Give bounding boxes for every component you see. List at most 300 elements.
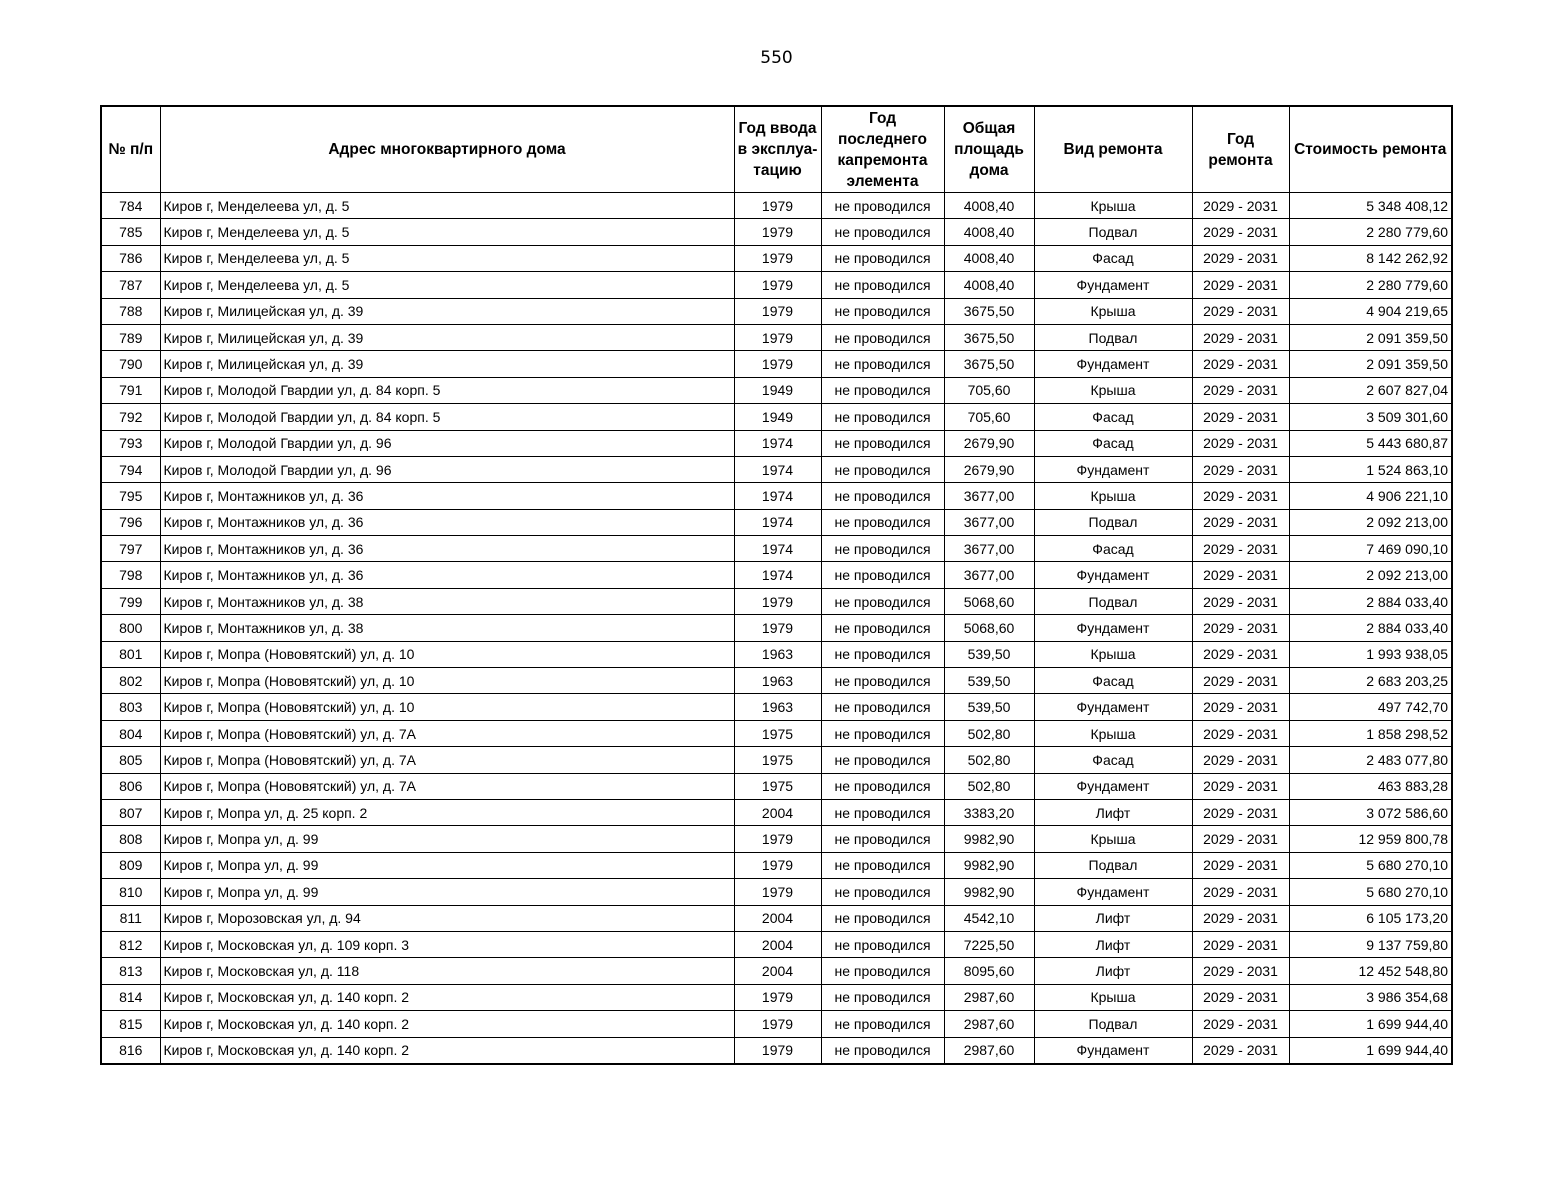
- header-repair-year: Год ремонта: [1192, 106, 1289, 193]
- cell-repair-type: Фундамент: [1034, 272, 1192, 298]
- cell-year-built: 1974: [734, 562, 821, 588]
- cell-num: 809: [101, 852, 160, 878]
- cell-repair-type: Подвал: [1034, 852, 1192, 878]
- cell-area: 5068,60: [944, 615, 1034, 641]
- cell-num: 796: [101, 509, 160, 535]
- table-row: [101, 219, 1452, 245]
- table-row: [101, 694, 1452, 720]
- cell-num: 793: [101, 430, 160, 456]
- cell-area: 4542,10: [944, 905, 1034, 931]
- cell-area: 705,60: [944, 404, 1034, 430]
- cell-last-repair: не проводился: [821, 193, 944, 219]
- cell-repair-year: 2029 - 2031: [1192, 905, 1289, 931]
- cell-address: Киров г, Монтажников ул, д. 36: [160, 483, 734, 509]
- cell-repair-type: Фасад: [1034, 404, 1192, 430]
- cell-num: 808: [101, 826, 160, 852]
- cell-last-repair: не проводился: [821, 694, 944, 720]
- cell-cost: 2 280 779,60: [1289, 272, 1452, 298]
- cell-cost: 2 280 779,60: [1289, 219, 1452, 245]
- cell-repair-year: 2029 - 2031: [1192, 588, 1289, 614]
- cell-cost: 2 683 203,25: [1289, 668, 1452, 694]
- cell-area: 539,50: [944, 668, 1034, 694]
- cell-address: Киров г, Мопра ул, д. 25 корп. 2: [160, 799, 734, 825]
- cell-repair-type: Фундамент: [1034, 879, 1192, 905]
- cell-num: 797: [101, 536, 160, 562]
- table-row: [101, 377, 1452, 403]
- cell-year-built: 1974: [734, 536, 821, 562]
- cell-year-built: 1975: [734, 773, 821, 799]
- cell-cost: 3 072 586,60: [1289, 799, 1452, 825]
- cell-repair-year: 2029 - 2031: [1192, 509, 1289, 535]
- cell-num: 813: [101, 958, 160, 984]
- header-last-repair: Год последнего капремонта элемента: [821, 106, 944, 193]
- cell-repair-type: Подвал: [1034, 588, 1192, 614]
- cell-cost: 12 959 800,78: [1289, 826, 1452, 852]
- cell-area: 3675,50: [944, 298, 1034, 324]
- cell-cost: 2 607 827,04: [1289, 377, 1452, 403]
- cell-address: Киров г, Молодой Гвардии ул, д. 96: [160, 430, 734, 456]
- cell-year-built: 1974: [734, 456, 821, 482]
- cell-area: 4008,40: [944, 219, 1034, 245]
- cell-area: 9982,90: [944, 826, 1034, 852]
- cell-last-repair: не проводился: [821, 958, 944, 984]
- cell-last-repair: не проводился: [821, 562, 944, 588]
- table-row: [101, 483, 1452, 509]
- cell-cost: 1 524 863,10: [1289, 456, 1452, 482]
- cell-year-built: 1974: [734, 430, 821, 456]
- cell-num: 786: [101, 245, 160, 271]
- header-address: Адрес многоквартирного дома: [160, 106, 734, 193]
- table-row: [101, 456, 1452, 482]
- cell-num: 815: [101, 1011, 160, 1037]
- cell-year-built: 1979: [734, 219, 821, 245]
- cell-repair-type: Фундамент: [1034, 456, 1192, 482]
- cell-repair-year: 2029 - 2031: [1192, 852, 1289, 878]
- cell-repair-type: Фасад: [1034, 245, 1192, 271]
- header-repair-type: Вид ремонта: [1034, 106, 1192, 193]
- cell-repair-type: Фундамент: [1034, 773, 1192, 799]
- cell-cost: 4 904 219,65: [1289, 298, 1452, 324]
- cell-last-repair: не проводился: [821, 668, 944, 694]
- table-row: [101, 615, 1452, 641]
- cell-num: 812: [101, 931, 160, 957]
- cell-cost: 8 142 262,92: [1289, 245, 1452, 271]
- cell-area: 9982,90: [944, 852, 1034, 878]
- table-row: [101, 905, 1452, 931]
- table-row: [101, 245, 1452, 271]
- cell-address: Киров г, Молодой Гвардии ул, д. 84 корп. 5: [160, 404, 734, 430]
- cell-year-built: 2004: [734, 799, 821, 825]
- cell-address: Киров г, Милицейская ул, д. 39: [160, 351, 734, 377]
- cell-repair-type: Лифт: [1034, 905, 1192, 931]
- cell-repair-year: 2029 - 2031: [1192, 351, 1289, 377]
- cell-address: Киров г, Монтажников ул, д. 38: [160, 615, 734, 641]
- cell-repair-year: 2029 - 2031: [1192, 298, 1289, 324]
- cell-year-built: 1979: [734, 1037, 821, 1064]
- repair-register-table: [100, 105, 1453, 1065]
- cell-last-repair: не проводился: [821, 351, 944, 377]
- cell-address: Киров г, Монтажников ул, д. 36: [160, 509, 734, 535]
- cell-repair-type: Подвал: [1034, 219, 1192, 245]
- cell-cost: 2 483 077,80: [1289, 747, 1452, 773]
- cell-cost: 2 092 213,00: [1289, 562, 1452, 588]
- cell-year-built: 1979: [734, 245, 821, 271]
- cell-num: 803: [101, 694, 160, 720]
- cell-num: 787: [101, 272, 160, 298]
- header-cost: Стоимость ремонта: [1289, 106, 1452, 193]
- cell-last-repair: не проводился: [821, 720, 944, 746]
- cell-year-built: 1963: [734, 668, 821, 694]
- table-row: [101, 826, 1452, 852]
- cell-address: Киров г, Морозовская ул, д. 94: [160, 905, 734, 931]
- cell-repair-year: 2029 - 2031: [1192, 324, 1289, 350]
- cell-repair-year: 2029 - 2031: [1192, 456, 1289, 482]
- cell-area: 3677,00: [944, 509, 1034, 535]
- cell-cost: 6 105 173,20: [1289, 905, 1452, 931]
- cell-year-built: 1975: [734, 747, 821, 773]
- cell-area: 8095,60: [944, 958, 1034, 984]
- cell-repair-year: 2029 - 2031: [1192, 1011, 1289, 1037]
- cell-cost: 2 884 033,40: [1289, 615, 1452, 641]
- cell-year-built: 1979: [734, 272, 821, 298]
- table-row: [101, 1011, 1452, 1037]
- cell-area: 3675,50: [944, 351, 1034, 377]
- table-row: [101, 1037, 1452, 1064]
- table-row: [101, 931, 1452, 957]
- cell-year-built: 2004: [734, 958, 821, 984]
- cell-area: 4008,40: [944, 245, 1034, 271]
- cell-area: 3677,00: [944, 536, 1034, 562]
- cell-repair-type: Подвал: [1034, 1011, 1192, 1037]
- cell-repair-year: 2029 - 2031: [1192, 694, 1289, 720]
- cell-area: 3383,20: [944, 799, 1034, 825]
- cell-num: 785: [101, 219, 160, 245]
- table-row: [101, 747, 1452, 773]
- cell-cost: 2 091 359,50: [1289, 324, 1452, 350]
- cell-cost: 4 906 221,10: [1289, 483, 1452, 509]
- cell-address: Киров г, Монтажников ул, д. 38: [160, 588, 734, 614]
- cell-last-repair: не проводился: [821, 588, 944, 614]
- cell-address: Киров г, Монтажников ул, д. 36: [160, 536, 734, 562]
- cell-repair-type: Крыша: [1034, 984, 1192, 1010]
- cell-area: 502,80: [944, 720, 1034, 746]
- cell-cost: 1 993 938,05: [1289, 641, 1452, 667]
- cell-year-built: 2004: [734, 931, 821, 957]
- table-row: [101, 430, 1452, 456]
- table-row: [101, 879, 1452, 905]
- cell-cost: 2 884 033,40: [1289, 588, 1452, 614]
- header-num: № п/п: [101, 106, 160, 193]
- cell-cost: 1 699 944,40: [1289, 1037, 1452, 1064]
- cell-repair-type: Подвал: [1034, 324, 1192, 350]
- table-row: [101, 351, 1452, 377]
- cell-last-repair: не проводился: [821, 615, 944, 641]
- cell-num: 790: [101, 351, 160, 377]
- cell-area: 2987,60: [944, 1011, 1034, 1037]
- cell-last-repair: не проводился: [821, 456, 944, 482]
- cell-area: 5068,60: [944, 588, 1034, 614]
- cell-num: 807: [101, 799, 160, 825]
- cell-last-repair: не проводился: [821, 483, 944, 509]
- cell-repair-year: 2029 - 2031: [1192, 879, 1289, 905]
- cell-repair-type: Фундамент: [1034, 694, 1192, 720]
- cell-repair-year: 2029 - 2031: [1192, 536, 1289, 562]
- cell-year-built: 1979: [734, 852, 821, 878]
- cell-repair-type: Крыша: [1034, 483, 1192, 509]
- cell-last-repair: не проводился: [821, 773, 944, 799]
- cell-address: Киров г, Менделеева ул, д. 5: [160, 245, 734, 271]
- page-number: 550: [760, 48, 793, 68]
- table-body: [101, 193, 1452, 1064]
- cell-address: Киров г, Мопра ул, д. 99: [160, 852, 734, 878]
- cell-repair-type: Крыша: [1034, 720, 1192, 746]
- cell-last-repair: не проводился: [821, 509, 944, 535]
- cell-last-repair: не проводился: [821, 747, 944, 773]
- cell-num: 816: [101, 1037, 160, 1064]
- header-area: Общая площадь дома: [944, 106, 1034, 193]
- cell-last-repair: не проводился: [821, 245, 944, 271]
- table-row: [101, 324, 1452, 350]
- cell-num: 789: [101, 324, 160, 350]
- cell-last-repair: не проводился: [821, 1037, 944, 1064]
- cell-last-repair: не проводился: [821, 879, 944, 905]
- table-row: [101, 193, 1452, 219]
- header-row: [101, 106, 1452, 193]
- cell-repair-year: 2029 - 2031: [1192, 931, 1289, 957]
- table-row: [101, 984, 1452, 1010]
- cell-address: Киров г, Мопра ул, д. 99: [160, 879, 734, 905]
- table-row: [101, 720, 1452, 746]
- cell-repair-type: Фасад: [1034, 668, 1192, 694]
- cell-cost: 5 348 408,12: [1289, 193, 1452, 219]
- cell-cost: 463 883,28: [1289, 773, 1452, 799]
- cell-repair-year: 2029 - 2031: [1192, 958, 1289, 984]
- cell-year-built: 1949: [734, 377, 821, 403]
- cell-repair-year: 2029 - 2031: [1192, 377, 1289, 403]
- cell-repair-type: Крыша: [1034, 193, 1192, 219]
- cell-last-repair: не проводился: [821, 430, 944, 456]
- cell-year-built: 1974: [734, 483, 821, 509]
- cell-repair-year: 2029 - 2031: [1192, 773, 1289, 799]
- cell-cost: 5 443 680,87: [1289, 430, 1452, 456]
- cell-address: Киров г, Менделеева ул, д. 5: [160, 272, 734, 298]
- cell-address: Киров г, Молодой Гвардии ул, д. 84 корп. 5: [160, 377, 734, 403]
- cell-num: 811: [101, 905, 160, 931]
- cell-area: 2679,90: [944, 430, 1034, 456]
- cell-num: 805: [101, 747, 160, 773]
- cell-repair-year: 2029 - 2031: [1192, 219, 1289, 245]
- cell-address: Киров г, Московская ул, д. 118: [160, 958, 734, 984]
- cell-repair-year: 2029 - 2031: [1192, 668, 1289, 694]
- cell-num: 801: [101, 641, 160, 667]
- cell-year-built: 1979: [734, 879, 821, 905]
- table-row: [101, 588, 1452, 614]
- cell-cost: 497 742,70: [1289, 694, 1452, 720]
- cell-area: 4008,40: [944, 193, 1034, 219]
- cell-year-built: 1963: [734, 641, 821, 667]
- table-header: [101, 106, 1452, 193]
- cell-address: Киров г, Мопра (Нововятский) ул, д. 10: [160, 668, 734, 694]
- cell-repair-type: Подвал: [1034, 509, 1192, 535]
- table-row: [101, 509, 1452, 535]
- cell-repair-year: 2029 - 2031: [1192, 483, 1289, 509]
- table-row: [101, 562, 1452, 588]
- cell-repair-year: 2029 - 2031: [1192, 245, 1289, 271]
- cell-area: 3677,00: [944, 483, 1034, 509]
- cell-repair-type: Фундамент: [1034, 562, 1192, 588]
- cell-cost: 12 452 548,80: [1289, 958, 1452, 984]
- cell-address: Киров г, Московская ул, д. 140 корп. 2: [160, 984, 734, 1010]
- cell-cost: 1 699 944,40: [1289, 1011, 1452, 1037]
- cell-repair-type: Фундамент: [1034, 1037, 1192, 1064]
- cell-address: Киров г, Монтажников ул, д. 36: [160, 562, 734, 588]
- cell-cost: 2 092 213,00: [1289, 509, 1452, 535]
- cell-address: Киров г, Молодой Гвардии ул, д. 96: [160, 456, 734, 482]
- cell-repair-year: 2029 - 2031: [1192, 720, 1289, 746]
- cell-year-built: 1975: [734, 720, 821, 746]
- cell-repair-type: Фундамент: [1034, 351, 1192, 377]
- cell-repair-year: 2029 - 2031: [1192, 799, 1289, 825]
- cell-num: 814: [101, 984, 160, 1010]
- cell-area: 2679,90: [944, 456, 1034, 482]
- cell-num: 784: [101, 193, 160, 219]
- cell-last-repair: не проводился: [821, 298, 944, 324]
- cell-year-built: 1979: [734, 1011, 821, 1037]
- cell-repair-year: 2029 - 2031: [1192, 641, 1289, 667]
- cell-last-repair: не проводился: [821, 536, 944, 562]
- cell-num: 795: [101, 483, 160, 509]
- cell-num: 802: [101, 668, 160, 694]
- cell-num: 800: [101, 615, 160, 641]
- cell-repair-year: 2029 - 2031: [1192, 615, 1289, 641]
- cell-num: 804: [101, 720, 160, 746]
- cell-area: 7225,50: [944, 931, 1034, 957]
- cell-repair-type: Фасад: [1034, 430, 1192, 456]
- cell-address: Киров г, Мопра (Нововятский) ул, д. 7А: [160, 720, 734, 746]
- cell-address: Киров г, Милицейская ул, д. 39: [160, 324, 734, 350]
- cell-address: Киров г, Московская ул, д. 109 корп. 3: [160, 931, 734, 957]
- cell-last-repair: не проводился: [821, 984, 944, 1010]
- cell-cost: 3 986 354,68: [1289, 984, 1452, 1010]
- cell-repair-year: 2029 - 2031: [1192, 193, 1289, 219]
- cell-num: 799: [101, 588, 160, 614]
- cell-address: Киров г, Московская ул, д. 140 корп. 2: [160, 1011, 734, 1037]
- cell-year-built: 1979: [734, 193, 821, 219]
- cell-year-built: 1979: [734, 324, 821, 350]
- cell-repair-type: Крыша: [1034, 641, 1192, 667]
- cell-num: 794: [101, 456, 160, 482]
- cell-last-repair: не проводился: [821, 377, 944, 403]
- cell-num: 792: [101, 404, 160, 430]
- cell-address: Киров г, Мопра (Нововятский) ул, д. 10: [160, 694, 734, 720]
- cell-last-repair: не проводился: [821, 931, 944, 957]
- table-row: [101, 641, 1452, 667]
- cell-repair-year: 2029 - 2031: [1192, 430, 1289, 456]
- table-row: [101, 272, 1452, 298]
- cell-cost: 5 680 270,10: [1289, 879, 1452, 905]
- table-row: [101, 852, 1452, 878]
- table-row: [101, 298, 1452, 324]
- cell-area: 2987,60: [944, 984, 1034, 1010]
- cell-repair-type: Лифт: [1034, 799, 1192, 825]
- cell-address: Киров г, Мопра (Нововятский) ул, д. 7А: [160, 773, 734, 799]
- cell-repair-type: Фасад: [1034, 536, 1192, 562]
- cell-last-repair: не проводился: [821, 404, 944, 430]
- cell-num: 788: [101, 298, 160, 324]
- cell-year-built: 1979: [734, 298, 821, 324]
- cell-repair-type: Лифт: [1034, 931, 1192, 957]
- cell-repair-type: Лифт: [1034, 958, 1192, 984]
- cell-cost: 7 469 090,10: [1289, 536, 1452, 562]
- cell-area: 9982,90: [944, 879, 1034, 905]
- cell-area: 705,60: [944, 377, 1034, 403]
- cell-area: 4008,40: [944, 272, 1034, 298]
- cell-last-repair: не проводился: [821, 852, 944, 878]
- cell-address: Киров г, Менделеева ул, д. 5: [160, 219, 734, 245]
- cell-last-repair: не проводился: [821, 219, 944, 245]
- cell-area: 502,80: [944, 773, 1034, 799]
- cell-address: Киров г, Мопра (Нововятский) ул, д. 10: [160, 641, 734, 667]
- cell-repair-type: Крыша: [1034, 377, 1192, 403]
- cell-last-repair: не проводился: [821, 641, 944, 667]
- cell-address: Киров г, Московская ул, д. 140 корп. 2: [160, 1037, 734, 1064]
- cell-cost: 9 137 759,80: [1289, 931, 1452, 957]
- table-row: [101, 958, 1452, 984]
- cell-year-built: 1979: [734, 588, 821, 614]
- cell-last-repair: не проводился: [821, 826, 944, 852]
- cell-year-built: 1963: [734, 694, 821, 720]
- cell-last-repair: не проводился: [821, 1011, 944, 1037]
- cell-repair-type: Крыша: [1034, 298, 1192, 324]
- cell-year-built: 1974: [734, 509, 821, 535]
- cell-repair-year: 2029 - 2031: [1192, 747, 1289, 773]
- cell-repair-year: 2029 - 2031: [1192, 272, 1289, 298]
- cell-year-built: 1949: [734, 404, 821, 430]
- cell-repair-type: Фасад: [1034, 747, 1192, 773]
- cell-repair-year: 2029 - 2031: [1192, 562, 1289, 588]
- cell-year-built: 1979: [734, 984, 821, 1010]
- cell-last-repair: не проводился: [821, 905, 944, 931]
- cell-repair-year: 2029 - 2031: [1192, 1037, 1289, 1064]
- cell-address: Киров г, Мопра (Нововятский) ул, д. 7А: [160, 747, 734, 773]
- cell-last-repair: не проводился: [821, 324, 944, 350]
- cell-area: 539,50: [944, 694, 1034, 720]
- cell-cost: 3 509 301,60: [1289, 404, 1452, 430]
- table-row: [101, 799, 1452, 825]
- cell-area: 502,80: [944, 747, 1034, 773]
- cell-year-built: 1979: [734, 351, 821, 377]
- cell-year-built: 1979: [734, 826, 821, 852]
- table-row: [101, 668, 1452, 694]
- cell-repair-type: Фундамент: [1034, 615, 1192, 641]
- cell-last-repair: не проводился: [821, 272, 944, 298]
- header-year-built: Год ввода в эксплуа-тацию: [734, 106, 821, 193]
- table-row: [101, 536, 1452, 562]
- table-row: [101, 404, 1452, 430]
- cell-area: 539,50: [944, 641, 1034, 667]
- cell-address: Киров г, Милицейская ул, д. 39: [160, 298, 734, 324]
- cell-num: 798: [101, 562, 160, 588]
- cell-repair-type: Крыша: [1034, 826, 1192, 852]
- cell-repair-year: 2029 - 2031: [1192, 984, 1289, 1010]
- cell-num: 791: [101, 377, 160, 403]
- cell-num: 810: [101, 879, 160, 905]
- cell-num: 806: [101, 773, 160, 799]
- cell-year-built: 1979: [734, 615, 821, 641]
- cell-year-built: 2004: [734, 905, 821, 931]
- cell-cost: 2 091 359,50: [1289, 351, 1452, 377]
- cell-area: 3677,00: [944, 562, 1034, 588]
